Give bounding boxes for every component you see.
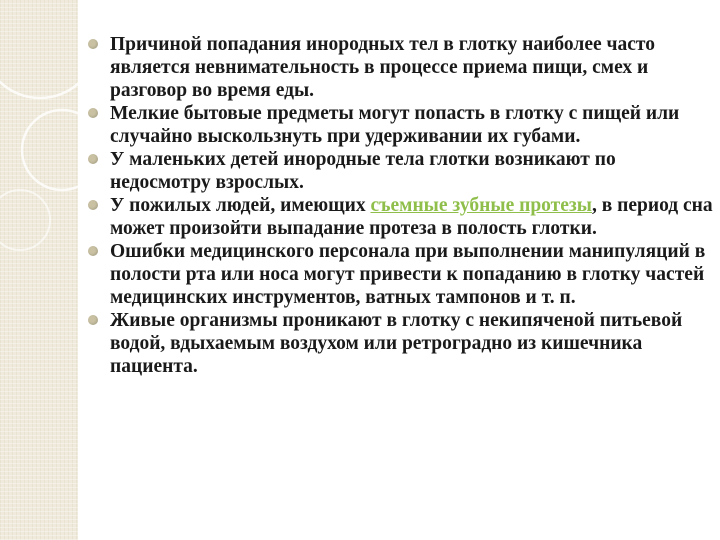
bullet-list bbox=[88, 33, 716, 378]
bullet-item bbox=[88, 194, 716, 240]
slide-content bbox=[88, 33, 716, 378]
bullet-icon bbox=[88, 200, 98, 210]
decorative-circles bbox=[0, 0, 78, 540]
bullet-text: Причиной попадания инородных тел в глотку наиболее часто является невнимательность в процессе приема пищи, смех и разговор во время еды. bbox=[110, 34, 655, 101]
dentures-link[interactable]: съемные зубные протезы bbox=[370, 195, 592, 216]
bullet-text-before: У пожилых людей, имеющих bbox=[110, 195, 371, 216]
bullet-item bbox=[88, 102, 716, 148]
bullet-item bbox=[88, 240, 716, 309]
bullet-text-after: , в период сна может произойти выпадание протеза в полость глотки. bbox=[110, 195, 713, 239]
decorative-side-panel bbox=[0, 0, 78, 540]
bullet-icon bbox=[88, 154, 98, 164]
bullet-text: Ошибки медицинского персонала при выполнении манипуляций в полости рта или носа могут привести к попаданию в глотку частей медицинских инструментов, ватных тампонов и т. п. bbox=[110, 241, 706, 308]
bullet-icon bbox=[88, 39, 98, 49]
bullet-item bbox=[88, 148, 716, 194]
bullet-text: Живые организмы проникают в глотку с некипяченой питьевой водой, вдыхаемым воздухом или ретроградно из кишечника пациента. bbox=[110, 310, 683, 377]
bullet-item bbox=[88, 309, 716, 378]
bullet-text: У маленьких детей инородные тела глотки возникают по недосмотру взрослых. bbox=[110, 149, 616, 193]
bullet-icon bbox=[88, 108, 98, 118]
bullet-item bbox=[88, 33, 716, 102]
bullet-icon bbox=[88, 246, 98, 256]
bullet-text: Мелкие бытовые предметы могут попасть в глотку с пищей или случайно выскользнуть при удерживании их губами. bbox=[110, 103, 680, 147]
bullet-icon bbox=[88, 315, 98, 325]
